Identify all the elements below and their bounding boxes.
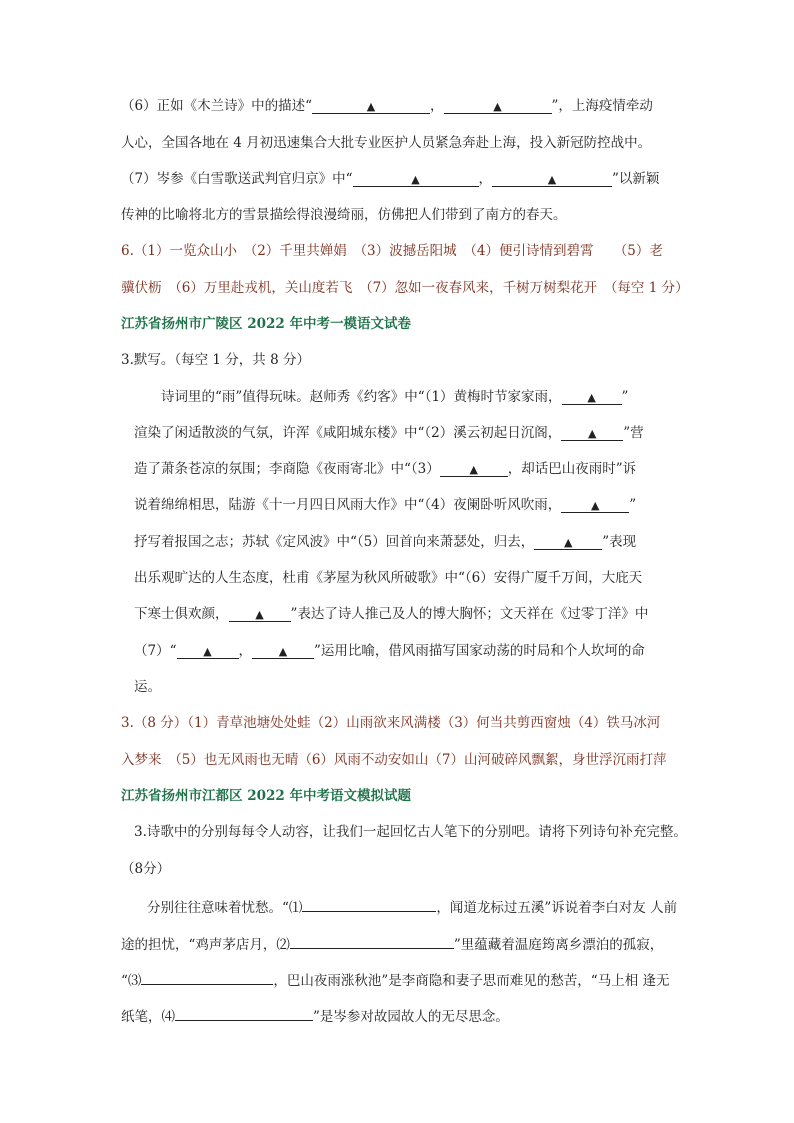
text: ，巴山夜雨涨秋池”是李商隐和妻子思而难见的愁苦，“马上相 逢无: [273, 973, 670, 989]
text: 诗词里的“雨”值得玩味。赵师秀《约客》中“（1）黄梅时节家家雨，: [161, 389, 562, 405]
answer-blank: [534, 533, 602, 550]
triangle-marker-icon: ▲: [591, 499, 600, 512]
answer-blank: [229, 605, 291, 622]
farewell-paragraph-line-3: [121, 968, 670, 991]
text: ，却话巴山夜雨时”诉: [507, 461, 637, 477]
text: ，: [238, 643, 252, 659]
question-6-line: [121, 96, 653, 116]
text: 分别往往意味着忧愁。“⑴: [147, 900, 303, 916]
answer-blank: [177, 642, 239, 659]
answer-blank: [302, 895, 436, 912]
question-7-text: （7）岑参《白雪歌送武判官归京》中“: [121, 171, 353, 187]
triangle-marker-icon: ▲: [469, 463, 478, 476]
poem-paragraph-line-6: 出乐观旷达的人生态度，杜甫《茅屋为秋风所破歌》中“（6）安得广厦千万间，大庇天: [134, 570, 643, 586]
poem-paragraph-line-1: [161, 387, 628, 407]
farewell-paragraph-line-2: [121, 932, 663, 955]
answer-blank: [252, 642, 314, 659]
question-3-title: 3.默写。（每空 1 分，共 8 分）: [121, 352, 310, 368]
answer-blank: [353, 170, 479, 187]
triangle-marker-icon: ▲: [366, 100, 376, 113]
triangle-marker-icon: ▲: [588, 427, 597, 440]
comma: ，: [478, 171, 492, 187]
comma: ，: [430, 98, 444, 114]
question-7-continuation: 传神的比喻将北方的雪景描绘得浪漫绮丽，仿佛把人们带到了南方的春天。: [121, 207, 567, 223]
answer-blank: [290, 932, 454, 949]
poem-paragraph-line-9: 运。: [134, 679, 161, 695]
poem-paragraph-line-2: [134, 423, 644, 443]
poem-paragraph-line-5: [134, 532, 636, 552]
text: ，闻道龙标过五溪”诉说着李白对友 人前: [436, 900, 678, 916]
farewell-paragraph-line-1: [147, 895, 677, 918]
answer-blank: [561, 424, 623, 441]
answer-key-6-line-1: 6.（1）一览众山小 （2）千里共婵娟 （3）波撼岳阳城 （4）便引诗情到碧霄 （5）老: [121, 243, 663, 259]
question-3-prompt: 3.诗歌中的分别每每令人动容，让我们一起回忆古人笔下的分别吧。请将下列诗句补充完整。: [134, 824, 687, 840]
answer-blank: [492, 170, 612, 187]
answer-key-6-line-2: 骥伏枥 （6）万里赴戎机，关山度若飞 （7）忽如一夜春风来，千树万树梨花开 （每空 1 分）: [121, 280, 689, 296]
text: 说着绵绵相思，陆游《十一月四日风雨大作》中“（4）夜阑卧听风吹雨，: [134, 497, 562, 513]
triangle-marker-icon: ▲: [493, 100, 502, 113]
text: “⑶: [121, 973, 142, 989]
triangle-marker-icon: ▲: [255, 608, 264, 621]
section-heading-jiangdu: 江苏省扬州市江都区 2022 年中考语文模拟试题: [121, 788, 411, 804]
text: 途的担忧，“鸡声茅店月，⑵: [121, 937, 290, 953]
text: ”是岑参对故园故人的无尽思念。: [313, 1009, 509, 1025]
text: ”: [621, 389, 629, 405]
answer-blank: [440, 460, 508, 477]
answer-key-3-line-2: 入梦来 （5）也无风雨也无晴（6）风雨不动安如山（7）山河破碎风飘絮，身世浮沉雨打萍: [121, 752, 667, 768]
triangle-marker-icon: ▲: [587, 391, 596, 404]
farewell-paragraph-line-4: [121, 1004, 509, 1027]
answer-key-3-line-1: 3.（8 分）（1）青草池塘处处蛙（2）山雨欲来风满楼（3）何当共剪西窗烛（4）铁马冰河: [121, 715, 661, 731]
triangle-marker-icon: ▲: [564, 536, 573, 549]
text: 下寒士俱欢颜，: [134, 606, 229, 622]
text: ”: [629, 497, 637, 513]
text: 纸笔，⑷: [121, 1009, 175, 1025]
question-6-text-tail: ”，上海疫情牵动: [551, 98, 653, 114]
text: ”营: [623, 425, 644, 441]
answer-blank: [562, 388, 622, 405]
answer-blank: [312, 97, 430, 114]
question-7-line: [121, 169, 659, 189]
text: ”里蕴藏着温庭筠离乡漂泊的孤寂，: [453, 937, 664, 953]
triangle-marker-icon: ▲: [411, 173, 420, 186]
text: ”运用比喻，借风雨描写国家动荡的时局和个人坎坷的命: [314, 643, 645, 659]
text: 造了萧条苍凉的氛围；李商隐《夜雨寄北》中“（3）: [134, 461, 440, 477]
answer-blank: [175, 1004, 313, 1021]
text: 抒写着报国之志；苏轼《定风波》中“（5）回首向来萧瑟处，归去，: [134, 534, 535, 550]
poem-paragraph-line-3: [134, 459, 636, 479]
question-3-points: （8分）: [121, 861, 171, 877]
text: 渲染了闲适散淡的气氛，许浑《咸阳城东楼》中“（2）溪云初起日沉阁，: [134, 425, 562, 441]
question-6-text: （6）正如《木兰诗》中的描述“: [121, 98, 312, 114]
section-heading-guangling: 江苏省扬州市广陵区 2022 年中考一模语文试卷: [121, 316, 411, 332]
answer-blank: [561, 496, 629, 513]
triangle-marker-icon: ▲: [547, 173, 557, 186]
text: （7）“: [134, 643, 177, 659]
poem-paragraph-line-8: [134, 641, 645, 661]
question-6-continuation: 人心，全国各地在 4 月初迅速集合大批专业医护人员紧急奔赴上海，投入新冠防控战中。: [121, 135, 652, 151]
triangle-marker-icon: ▲: [278, 645, 288, 658]
answer-blank: [141, 968, 273, 985]
text: ”表现: [602, 534, 637, 550]
text: ”表达了诗人推己及人的博大胸怀；文天祥在《过零丁洋》中: [290, 606, 649, 622]
answer-blank: [444, 97, 552, 114]
poem-paragraph-line-7: [134, 604, 648, 624]
poem-paragraph-line-4: [134, 495, 636, 515]
triangle-marker-icon: ▲: [203, 645, 212, 658]
question-7-text-tail: ”以新颖: [612, 171, 660, 187]
